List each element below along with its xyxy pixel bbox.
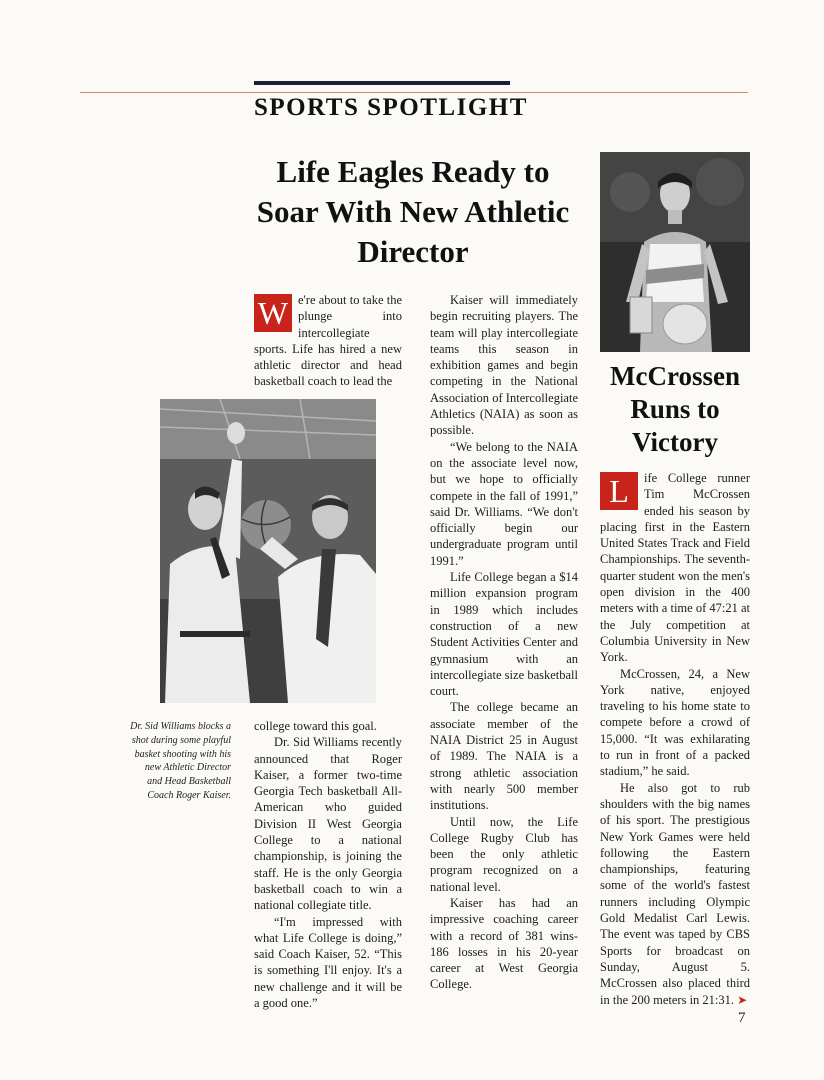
main-article-col1-top xyxy=(254,292,402,390)
sidebar-headline: McCrossen Runs to Victory xyxy=(610,361,740,457)
main-headline: Life Eagles Ready to Soar With New Athletic Director xyxy=(256,154,570,269)
sidebar-lead: ife College runner Tim McCrossen ended his season by placing first in the Eastern United States Track and Field Championships. The seventh-quarter student won the men's open division in the 400 meters with a time of 47:21 at the July competition at Columbia University in New York. xyxy=(600,471,750,665)
header-rule-red xyxy=(80,92,748,93)
sidebar-article xyxy=(600,470,750,1008)
end-mark-arrow-icon: ➤ xyxy=(737,992,748,1007)
paragraph: “I'm impressed with what Life College is doing,” said Coach Kaiser, 52. “This is something I'll enjoy. It's a new challenge and it will be a good one.” xyxy=(254,914,402,1011)
paragraph: Until now, the Life College Rugby Club has been the only athletic program recognized on a national level. xyxy=(430,814,578,894)
main-article-lead: e're about to take the plunge into intercollegiate sports. Life has hired a new athletic director and head basketball coach to lead the xyxy=(254,293,402,389)
page-number: 7 xyxy=(738,1010,746,1026)
dropcap-w: W xyxy=(254,294,292,332)
runner-photo-image xyxy=(600,152,750,352)
paragraph: college toward this goal. xyxy=(254,719,377,733)
paragraph: He also got to rub shoulders with the big names of his sport. The prestigious New York Games were held following the Eastern championships, featuring some of the world's fastest runners including Olympic Gold Medalist Carl Lewis. The event was taped by CBS Sports for broadcast on Sunday, August 5. McCrossen also placed third in the 200 meters in 21:31. xyxy=(600,780,750,1007)
photo-caption: Dr. Sid Williams blocks a shot during some playful basket shooting with his new Athletic Director and Head Basketball Coach Roger Kaiser. xyxy=(130,721,231,801)
paragraph: McCrossen, 24, a New York native, enjoyed traveling to his home state to compete before a crowd of 15,000. “It was exhilarating to run in front of a packed stadium,” he said. xyxy=(600,666,750,779)
paragraph: The college became an associate member of the NAIA District 25 in August of 1989. The NAIA is a strong athletic association with nearly 500 member institutions. xyxy=(430,700,578,813)
header-rule-dark xyxy=(254,81,510,85)
paragraph: Kaiser will immediately begin recruiting players. The team will play intercollegiate teams this season in exhibition games and begin competing in the National Association of Intercollegiate Athletics (NAIA) as soon as possible. xyxy=(430,293,578,438)
paragraph: Kaiser has had an impressive coaching career with a record of 381 wins-186 losses in his 20-year career at West Georgia College. xyxy=(430,895,578,992)
basketball-photo-image xyxy=(160,399,376,703)
paragraph: Dr. Sid Williams recently announced that Roger Kaiser, a former two-time Georgia Tech basketball All-American who guided Division II West Georgia College to a national championship, is joining the staff. He is the only Georgia basketball coach to win a national collegiate title. xyxy=(254,735,402,913)
paragraph: Life College began a $14 million expansion program in 1989 which includes construction of a new Student Activities Center and gymnasium with an intercollegiate size basketball court. xyxy=(430,570,578,699)
main-article-col1-bottom xyxy=(254,718,402,1011)
basketball-photo xyxy=(160,399,376,703)
paragraph: “We belong to the NAIA on the associate level now, but we hope to officially compete in the fall of 1991,” said Dr. Williams. “We don't officially begin our undergraduate program until 1991.” xyxy=(430,439,578,568)
section-title: SPORTS SPOTLIGHT xyxy=(254,94,528,121)
dropcap-l: L xyxy=(600,472,638,510)
runner-photo xyxy=(600,152,750,352)
main-article-col2 xyxy=(430,292,578,993)
